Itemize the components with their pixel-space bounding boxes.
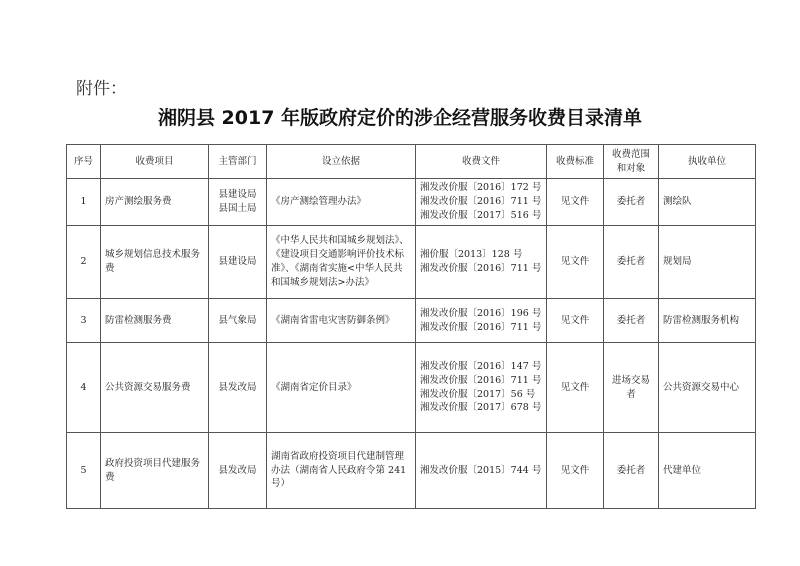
fee-documents: [416, 179, 547, 226]
page-title: 湘阴县 2017 年版政府定价的涉企经营服务收费目录清单: [157, 107, 643, 129]
collecting-unit: 代建单位: [659, 433, 756, 509]
fee-standard: 见文件: [547, 433, 604, 509]
fee-scope: 委托者: [604, 179, 659, 226]
collecting-unit: 防雷检测服务机构: [659, 299, 756, 343]
column-header: 序号: [67, 145, 101, 179]
legal-basis: 湖南省政府投资项目代建制管理办法（湖南省人民政府令第 241 号）: [267, 433, 416, 509]
department-line: 县气象局: [218, 314, 257, 326]
table-row: [67, 299, 756, 343]
table-row: [67, 226, 756, 299]
department-line: 县国土局: [218, 203, 257, 214]
legal-basis: 《湖南省雷电灾害防御条例》: [267, 299, 416, 343]
fee-item: 政府投资项目代建服务费: [101, 433, 209, 509]
department: [209, 299, 267, 343]
department-line: 县建设局: [218, 189, 257, 201]
fee-scope: 委托者: [604, 226, 659, 299]
row-number: 3: [67, 299, 101, 343]
table-row: [67, 433, 756, 509]
column-header: 主管部门: [209, 145, 267, 179]
row-number: 1: [67, 179, 101, 226]
department-line: 县发改局: [218, 381, 257, 393]
document-line: 湘发改价服〔2016〕711 号: [420, 374, 542, 386]
row-number: 5: [67, 433, 101, 509]
fee-scope: 委托者: [604, 433, 659, 509]
fee-scope: 委托者: [604, 299, 659, 343]
document-line: 湘发改价服〔2015〕744 号: [420, 464, 542, 476]
document-line: 湘发改价服〔2016〕711 号: [420, 196, 542, 208]
fee-documents: [416, 226, 547, 299]
attachment-label: 附件：: [76, 79, 127, 99]
fee-documents: [416, 433, 547, 509]
column-header: 收费标准: [547, 145, 604, 179]
fee-item: 城乡规划信息技术服务费: [101, 226, 209, 299]
department: [209, 179, 267, 226]
collecting-unit: 规划局: [659, 226, 756, 299]
department: [209, 343, 267, 433]
document-line: 湘发改价服〔2016〕147 号: [420, 360, 542, 372]
document-line: 湘发改价服〔2016〕711 号: [420, 263, 542, 274]
fee-documents: [416, 299, 547, 343]
fee-standard: 见文件: [547, 226, 604, 299]
fee-item: 公共资源交易服务费: [101, 343, 209, 433]
document-line: 湘价服〔2013〕128 号: [420, 249, 523, 261]
document-line: 湘发改价服〔2017〕516 号: [420, 209, 542, 221]
table-row: [67, 343, 756, 433]
column-header: 设立依据: [267, 145, 416, 179]
document-line: 湘发改价服〔2016〕711 号: [420, 321, 542, 333]
department: [209, 226, 267, 299]
legal-basis: 《中华人民共和国城乡规划法》、《建设项目交通影响评价技术标准》、《湖南省实施<中华人民共和国城乡规划法>办法》: [267, 226, 416, 299]
column-header: 收费文件: [416, 145, 547, 179]
legal-basis: 《湖南省定价目录》: [267, 343, 416, 433]
department-line: 县发改局: [218, 464, 257, 476]
fee-scope: 进场交易者: [604, 343, 659, 433]
collecting-unit: 公共资源交易中心: [659, 343, 756, 433]
department-line: 县建设局: [218, 256, 257, 268]
column-header: 收费项目: [101, 145, 209, 179]
department: [209, 433, 267, 509]
column-header: 执收单位: [659, 145, 756, 179]
fee-item: 房产测绘服务费: [101, 179, 209, 226]
legal-basis: 《房产测绘管理办法》: [267, 179, 416, 226]
document-line: 湘发改价服〔2017〕678 号: [420, 402, 542, 414]
column-header: 收费范围和对象: [604, 145, 659, 179]
document-line: 湘发改价服〔2017〕56 号: [420, 388, 536, 400]
fee-standard: 见文件: [547, 299, 604, 343]
table-header-row: [67, 145, 756, 179]
row-number: 4: [67, 343, 101, 433]
fee-table: [66, 144, 756, 509]
document-line: 湘发改价服〔2016〕196 号: [420, 307, 542, 319]
document-line: 湘发改价服〔2016〕172 号: [420, 182, 542, 194]
fee-standard: 见文件: [547, 179, 604, 226]
fee-documents: [416, 343, 547, 433]
fee-standard: 见文件: [547, 343, 604, 433]
row-number: 2: [67, 226, 101, 299]
table-row: [67, 179, 756, 226]
fee-item: 防雷检测服务费: [101, 299, 209, 343]
collecting-unit: 测绘队: [659, 179, 756, 226]
